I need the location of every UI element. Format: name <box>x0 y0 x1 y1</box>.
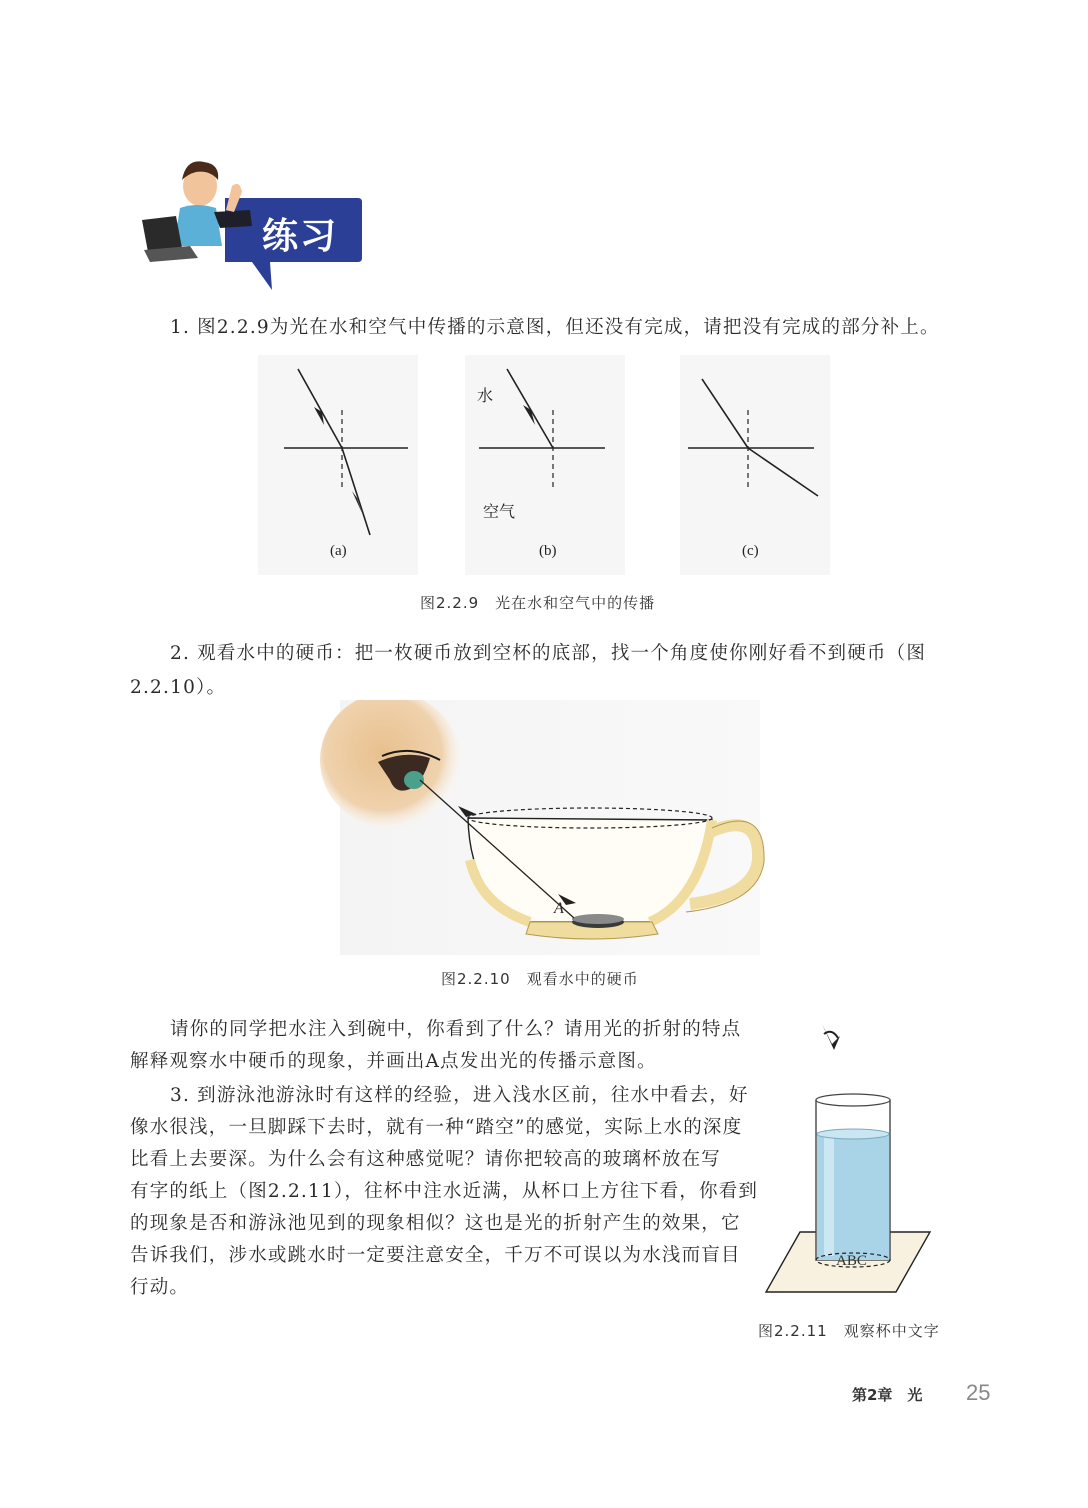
figure-2-2-10 <box>320 700 770 955</box>
figure-panel-c <box>680 355 830 575</box>
glass-text: ABC <box>836 1253 867 1269</box>
point-a-label: A <box>554 900 564 917</box>
q2-followup-line1: 请你的同学把水注入到碗中，你看到了什么？请用光的折射的特点 <box>170 1019 742 1040</box>
chapter-label: 第2章 光 <box>852 1386 923 1404</box>
page-number: 25 <box>966 1380 991 1405</box>
panel-b-medium-top: 水 <box>477 386 494 405</box>
badge-label: 练习 <box>262 216 339 257</box>
q3-line7: 行动。 <box>130 1277 190 1298</box>
q3-line5: 的现象是否和游泳池见到的现象相似？这也是光的折射产生的效果，它 <box>130 1213 741 1234</box>
panel-b-medium-bottom: 空气 <box>483 502 516 521</box>
q3-line2: 像水很浅，一旦脚踩下去时，就有一种“踏空”的感觉，实际上水的深度 <box>130 1117 743 1138</box>
figure-2-2-11 <box>760 1010 940 1300</box>
q1-text: 1. 图2.2.9为光在水和空气中传播的示意图，但还没有完成，请把没有完成的部分补上。 <box>170 317 940 338</box>
figure-panel-a <box>258 355 418 575</box>
q2-text-line2: 2.2.10）。 <box>130 677 227 698</box>
panel-b-label: (b) <box>539 543 557 559</box>
figure-2-2-9-caption: 图2.2.9 光在水和空气中的传播 <box>420 594 656 612</box>
panel-c-label: (c) <box>742 543 759 559</box>
figure-2-2-10-caption: 图2.2.10 观看水中的硬币 <box>441 970 639 988</box>
q2-followup-line2: 解释观察水中硬币的现象，并画出A点发出光的传播示意图。 <box>130 1051 657 1072</box>
q2-text-line1: 2. 观看水中的硬币：把一枚硬币放到空杯的底部，找一个角度使你刚好看不到硬币（图 <box>170 643 927 664</box>
q3-line3: 比看上去要深。为什么会有这种感觉呢？请你把较高的玻璃杯放在写 <box>130 1149 722 1170</box>
figure-panel-b <box>465 355 625 575</box>
figure-2-2-11-caption: 图2.2.11 观察杯中文字 <box>758 1322 940 1340</box>
exercise-badge <box>130 150 370 300</box>
q3-line4: 有字的纸上（图2.2.11），往杯中注水近满，从杯口上方往下看，你看到 <box>130 1181 759 1202</box>
q3-line6: 告诉我们，涉水或跳水时一定要注意安全，千万不可误以为水浅而盲目 <box>130 1245 741 1266</box>
panel-a-label: (a) <box>330 543 347 559</box>
eye-icon <box>822 1024 840 1050</box>
q3-line1: 3. 到游泳池游泳时有这样的经验，进入浅水区前，往水中看去，好 <box>170 1085 749 1106</box>
